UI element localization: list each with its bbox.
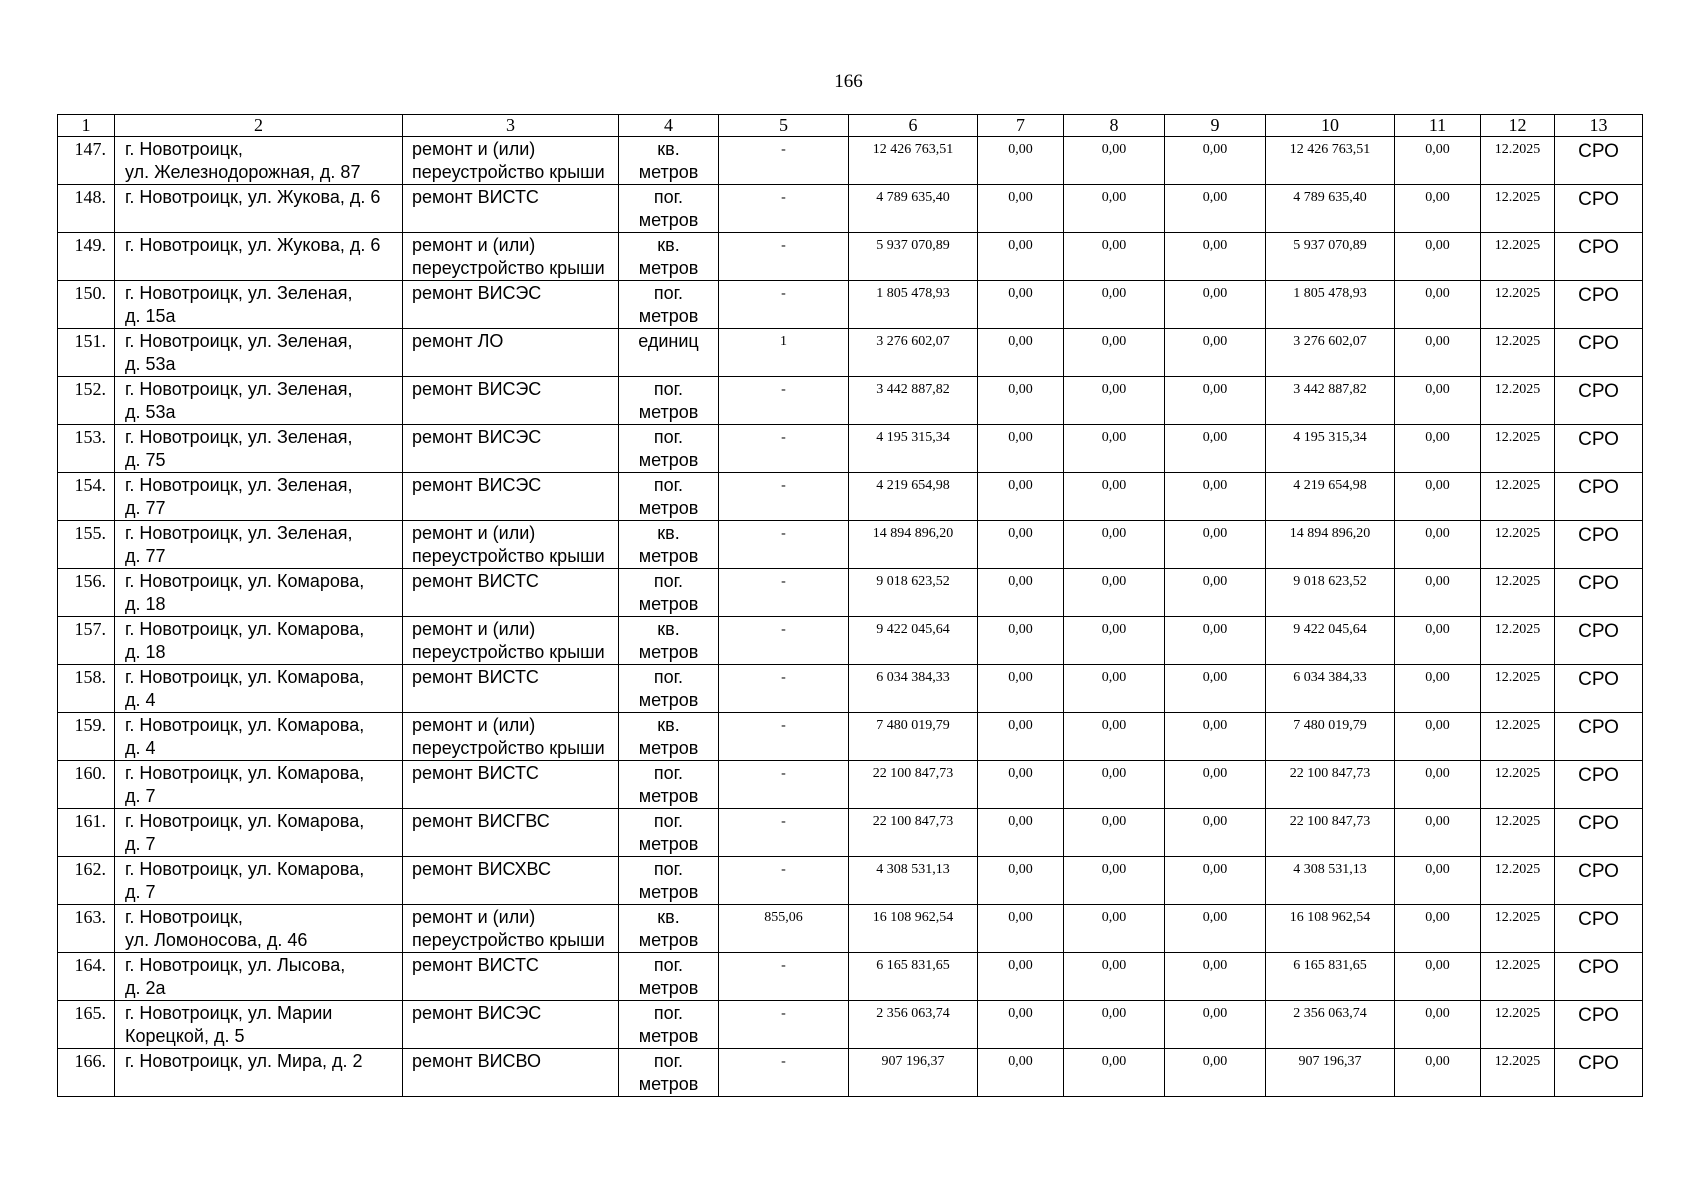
cost-cell: 0,00 [1064,809,1165,857]
cost-cell: 0,00 [1165,1001,1266,1049]
cost-cell: 0,00 [1064,377,1165,425]
row-number: 156. [58,569,115,617]
method-cell: СРО [1555,809,1643,857]
work-type-cell: ремонт и (или) переустройство крыши [403,905,619,953]
row-number: 153. [58,425,115,473]
cost-cell: 0,00 [1165,425,1266,473]
column-number-header [58,115,1643,137]
cost-cell: 0,00 [978,329,1064,377]
cost-cell: 0,00 [978,473,1064,521]
unit-cell: пог. метров [619,1049,719,1097]
address-cell: г. Новотроицк, ул. Зеленая, д. 77 [115,521,403,569]
method-cell: СРО [1555,425,1643,473]
unit-cell: пог. метров [619,665,719,713]
cost-cell: 0,00 [1165,761,1266,809]
address-cell: г. Новотроицк, ул. Комарова, д. 7 [115,857,403,905]
work-type-cell: ремонт и (или) переустройство крыши [403,521,619,569]
method-cell: СРО [1555,713,1643,761]
cost-cell: 0,00 [1165,569,1266,617]
cost-cell: 0,00 [978,569,1064,617]
cost-cell: 0,00 [1165,329,1266,377]
method-cell: СРО [1555,473,1643,521]
address-cell: г. Новотроицк, ул. Зеленая, д. 53а [115,329,403,377]
total-cost-cell: 16 108 962,54 [849,905,978,953]
cost-cell: 6 034 384,33 [1266,665,1395,713]
term-cell: 12.2025 [1481,857,1555,905]
address-cell: г. Новотроицк, ул. Зеленая, д. 15а [115,281,403,329]
table-row [58,809,1643,857]
column-header: 2 [115,115,403,137]
cost-cell: 3 442 887,82 [1266,377,1395,425]
method-cell: СРО [1555,185,1643,233]
term-cell: 12.2025 [1481,665,1555,713]
unit-cell: пог. метров [619,1001,719,1049]
quantity-cell: - [719,713,849,761]
row-number: 166. [58,1049,115,1097]
cost-cell: 0,00 [1064,425,1165,473]
cost-cell: 0,00 [1165,905,1266,953]
cost-cell: 0,00 [1165,713,1266,761]
cost-cell: 7 480 019,79 [1266,713,1395,761]
term-cell: 12.2025 [1481,1001,1555,1049]
table-row [58,1001,1643,1049]
method-cell: СРО [1555,329,1643,377]
cost-cell: 0,00 [978,761,1064,809]
cost-cell: 0,00 [978,521,1064,569]
cost-cell: 0,00 [1395,281,1481,329]
unit-cell: пог. метров [619,185,719,233]
cost-cell: 0,00 [1395,665,1481,713]
cost-cell: 0,00 [1165,953,1266,1001]
address-cell: г. Новотроицк, ул. Мира, д. 2 [115,1049,403,1097]
cost-cell: 0,00 [978,281,1064,329]
cost-cell: 0,00 [1064,1049,1165,1097]
row-number: 165. [58,1001,115,1049]
term-cell: 12.2025 [1481,953,1555,1001]
cost-cell: 22 100 847,73 [1266,809,1395,857]
table-row [58,185,1643,233]
table-row [58,857,1643,905]
row-number: 151. [58,329,115,377]
total-cost-cell: 6 034 384,33 [849,665,978,713]
cost-cell: 0,00 [978,617,1064,665]
method-cell: СРО [1555,281,1643,329]
quantity-cell: - [719,809,849,857]
term-cell: 12.2025 [1481,521,1555,569]
unit-cell: пог. метров [619,425,719,473]
cost-cell: 0,00 [978,857,1064,905]
unit-cell: кв. метров [619,617,719,665]
cost-cell: 0,00 [1395,713,1481,761]
column-header: 13 [1555,115,1643,137]
term-cell: 12.2025 [1481,329,1555,377]
cost-cell: 2 356 063,74 [1266,1001,1395,1049]
term-cell: 12.2025 [1481,617,1555,665]
cost-cell: 0,00 [978,1049,1064,1097]
quantity-cell: - [719,377,849,425]
column-header: 8 [1064,115,1165,137]
cost-cell: 0,00 [978,665,1064,713]
quantity-cell: - [719,1049,849,1097]
table-body [58,137,1643,1097]
method-cell: СРО [1555,233,1643,281]
row-number: 163. [58,905,115,953]
row-number: 147. [58,137,115,185]
cost-cell: 0,00 [978,809,1064,857]
method-cell: СРО [1555,761,1643,809]
cost-cell: 0,00 [1165,137,1266,185]
cost-cell: 0,00 [1395,809,1481,857]
cost-cell: 4 219 654,98 [1266,473,1395,521]
page-number: 166 [834,71,863,92]
cost-cell: 0,00 [1395,329,1481,377]
work-type-cell: ремонт ВИСТС [403,185,619,233]
row-number: 155. [58,521,115,569]
quantity-cell: - [719,1001,849,1049]
cost-cell: 0,00 [978,377,1064,425]
cost-cell: 16 108 962,54 [1266,905,1395,953]
quantity-cell: 855,06 [719,905,849,953]
row-number: 158. [58,665,115,713]
table-row [58,713,1643,761]
cost-cell: 0,00 [1064,233,1165,281]
method-cell: СРО [1555,617,1643,665]
cost-cell: 0,00 [1064,329,1165,377]
term-cell: 12.2025 [1481,233,1555,281]
method-cell: СРО [1555,521,1643,569]
cost-cell: 0,00 [1395,233,1481,281]
cost-cell: 0,00 [1395,521,1481,569]
cost-cell: 4 195 315,34 [1266,425,1395,473]
cost-cell: 0,00 [1165,185,1266,233]
method-cell: СРО [1555,905,1643,953]
address-cell: г. Новотроицк, ул. Ломоносова, д. 46 [115,905,403,953]
column-header: 1 [58,115,115,137]
work-type-cell: ремонт ВИСТС [403,665,619,713]
address-cell: г. Новотроицк, ул. Лысова, д. 2а [115,953,403,1001]
total-cost-cell: 9 422 045,64 [849,617,978,665]
column-header: 9 [1165,115,1266,137]
total-cost-cell: 22 100 847,73 [849,809,978,857]
term-cell: 12.2025 [1481,473,1555,521]
total-cost-cell: 12 426 763,51 [849,137,978,185]
table-row [58,665,1643,713]
unit-cell: пог. метров [619,569,719,617]
term-cell: 12.2025 [1481,281,1555,329]
cost-cell: 0,00 [1395,617,1481,665]
work-type-cell: ремонт ВИСЭС [403,473,619,521]
cost-cell: 0,00 [1165,809,1266,857]
quantity-cell: - [719,569,849,617]
row-number: 152. [58,377,115,425]
work-type-cell: ремонт ВИСЭС [403,377,619,425]
cost-cell: 0,00 [1395,761,1481,809]
method-cell: СРО [1555,377,1643,425]
unit-cell: единиц [619,329,719,377]
cost-cell: 0,00 [1395,425,1481,473]
term-cell: 12.2025 [1481,377,1555,425]
address-cell: г. Новотроицк, ул. Комарова, д. 18 [115,617,403,665]
cost-cell: 0,00 [978,233,1064,281]
cost-cell: 0,00 [1064,185,1165,233]
work-type-cell: ремонт ВИСТС [403,569,619,617]
quantity-cell: - [719,617,849,665]
cost-cell: 6 165 831,65 [1266,953,1395,1001]
cost-cell: 12 426 763,51 [1266,137,1395,185]
term-cell: 12.2025 [1481,185,1555,233]
unit-cell: кв. метров [619,905,719,953]
total-cost-cell: 3 276 602,07 [849,329,978,377]
cost-cell: 0,00 [1064,761,1165,809]
column-header: 7 [978,115,1064,137]
address-cell: г. Новотроицк, ул. Жукова, д. 6 [115,185,403,233]
row-number: 162. [58,857,115,905]
cost-cell: 0,00 [1165,473,1266,521]
quantity-cell: 1 [719,329,849,377]
column-header: 4 [619,115,719,137]
quantity-cell: - [719,521,849,569]
column-header: 12 [1481,115,1555,137]
cost-cell: 0,00 [978,137,1064,185]
cost-cell: 0,00 [1064,137,1165,185]
table-row [58,233,1643,281]
row-number: 159. [58,713,115,761]
address-cell: г. Новотроицк, ул. Марии Корецкой, д. 5 [115,1001,403,1049]
address-cell: г. Новотроицк, ул. Комарова, д. 4 [115,713,403,761]
work-type-cell: ремонт и (или) переустройство крыши [403,617,619,665]
method-cell: СРО [1555,857,1643,905]
work-type-cell: ремонт и (или) переустройство крыши [403,713,619,761]
cost-cell: 22 100 847,73 [1266,761,1395,809]
work-type-cell: ремонт ВИСХВС [403,857,619,905]
table-row [58,281,1643,329]
row-number: 149. [58,233,115,281]
method-cell: СРО [1555,137,1643,185]
total-cost-cell: 14 894 896,20 [849,521,978,569]
cost-cell: 0,00 [1064,473,1165,521]
address-cell: г. Новотроицк, ул. Комарова, д. 7 [115,761,403,809]
method-cell: СРО [1555,569,1643,617]
row-number: 160. [58,761,115,809]
unit-cell: пог. метров [619,377,719,425]
term-cell: 12.2025 [1481,137,1555,185]
table-row [58,377,1643,425]
cost-cell: 0,00 [1395,137,1481,185]
table-row [58,425,1643,473]
cost-cell: 0,00 [1395,857,1481,905]
method-cell: СРО [1555,953,1643,1001]
unit-cell: пог. метров [619,857,719,905]
cost-cell: 5 937 070,89 [1266,233,1395,281]
cost-cell: 0,00 [1395,1001,1481,1049]
cost-cell: 0,00 [1395,473,1481,521]
unit-cell: пог. метров [619,281,719,329]
cost-cell: 0,00 [1064,281,1165,329]
cost-cell: 0,00 [978,185,1064,233]
row-number: 150. [58,281,115,329]
unit-cell: пог. метров [619,761,719,809]
cost-cell: 4 789 635,40 [1266,185,1395,233]
cost-cell: 0,00 [978,953,1064,1001]
total-cost-cell: 22 100 847,73 [849,761,978,809]
cost-cell: 0,00 [1064,521,1165,569]
table-row [58,953,1643,1001]
quantity-cell: - [719,281,849,329]
cost-cell: 0,00 [978,425,1064,473]
total-cost-cell: 9 018 623,52 [849,569,978,617]
column-header: 11 [1395,115,1481,137]
cost-cell: 0,00 [1165,281,1266,329]
cost-cell: 0,00 [1165,233,1266,281]
cost-cell: 0,00 [1395,905,1481,953]
table-row [58,137,1643,185]
address-cell: г. Новотроицк, ул. Железнодорожная, д. 87 [115,137,403,185]
quantity-cell: - [719,953,849,1001]
work-type-cell: ремонт ВИСТС [403,761,619,809]
term-cell: 12.2025 [1481,809,1555,857]
cost-cell: 0,00 [1165,617,1266,665]
cost-cell: 0,00 [1395,185,1481,233]
cost-cell: 0,00 [1064,569,1165,617]
quantity-cell: - [719,665,849,713]
unit-cell: пог. метров [619,473,719,521]
total-cost-cell: 2 356 063,74 [849,1001,978,1049]
row-number: 148. [58,185,115,233]
work-type-cell: ремонт ВИСВО [403,1049,619,1097]
table-row [58,329,1643,377]
term-cell: 12.2025 [1481,761,1555,809]
address-cell: г. Новотроицк, ул. Зеленая, д. 53а [115,377,403,425]
total-cost-cell: 3 442 887,82 [849,377,978,425]
table-row [58,473,1643,521]
table-row [58,1049,1643,1097]
total-cost-cell: 4 219 654,98 [849,473,978,521]
cost-cell: 0,00 [1395,569,1481,617]
table-row [58,761,1643,809]
address-cell: г. Новотроицк, ул. Зеленая, д. 75 [115,425,403,473]
cost-cell: 0,00 [1165,521,1266,569]
total-cost-cell: 4 308 531,13 [849,857,978,905]
cost-cell: 0,00 [1064,665,1165,713]
work-type-cell: ремонт ВИСЭС [403,1001,619,1049]
address-cell: г. Новотроицк, ул. Комарова, д. 18 [115,569,403,617]
term-cell: 12.2025 [1481,713,1555,761]
table-row [58,905,1643,953]
column-header: 5 [719,115,849,137]
row-number: 164. [58,953,115,1001]
cost-cell: 0,00 [978,905,1064,953]
column-header: 3 [403,115,619,137]
row-number: 154. [58,473,115,521]
work-type-cell: ремонт ВИСЭС [403,425,619,473]
cost-cell: 0,00 [1165,857,1266,905]
method-cell: СРО [1555,1049,1643,1097]
quantity-cell: - [719,233,849,281]
total-cost-cell: 5 937 070,89 [849,233,978,281]
row-number: 157. [58,617,115,665]
cost-cell: 0,00 [1064,1001,1165,1049]
table-row [58,617,1643,665]
quantity-cell: - [719,137,849,185]
address-cell: г. Новотроицк, ул. Комарова, д. 4 [115,665,403,713]
cost-cell: 4 308 531,13 [1266,857,1395,905]
cost-cell: 0,00 [1395,953,1481,1001]
unit-cell: кв. метров [619,137,719,185]
cost-cell: 0,00 [978,713,1064,761]
work-type-cell: ремонт ВИСГВС [403,809,619,857]
total-cost-cell: 1 805 478,93 [849,281,978,329]
cost-cell: 9 018 623,52 [1266,569,1395,617]
unit-cell: пог. метров [619,809,719,857]
capital-repair-table [57,114,1643,1097]
cost-cell: 0,00 [1165,665,1266,713]
quantity-cell: - [719,761,849,809]
cost-cell: 0,00 [1165,1049,1266,1097]
quantity-cell: - [719,857,849,905]
cost-cell: 0,00 [1064,905,1165,953]
total-cost-cell: 4 789 635,40 [849,185,978,233]
method-cell: СРО [1555,665,1643,713]
cost-cell: 3 276 602,07 [1266,329,1395,377]
unit-cell: пог. метров [619,953,719,1001]
table-row [58,569,1643,617]
cost-cell: 14 894 896,20 [1266,521,1395,569]
address-cell: г. Новотроицк, ул. Зеленая, д. 77 [115,473,403,521]
cost-cell: 0,00 [1064,713,1165,761]
column-header: 6 [849,115,978,137]
total-cost-cell: 6 165 831,65 [849,953,978,1001]
total-cost-cell: 907 196,37 [849,1049,978,1097]
total-cost-cell: 4 195 315,34 [849,425,978,473]
quantity-cell: - [719,425,849,473]
address-cell: г. Новотроицк, ул. Комарова, д. 7 [115,809,403,857]
term-cell: 12.2025 [1481,905,1555,953]
work-type-cell: ремонт ВИСТС [403,953,619,1001]
cost-cell: 907 196,37 [1266,1049,1395,1097]
row-number: 161. [58,809,115,857]
work-type-cell: ремонт и (или) переустройство крыши [403,233,619,281]
cost-cell: 0,00 [1064,857,1165,905]
work-type-cell: ремонт ВИСЭС [403,281,619,329]
quantity-cell: - [719,185,849,233]
cost-cell: 0,00 [978,1001,1064,1049]
cost-cell: 1 805 478,93 [1266,281,1395,329]
unit-cell: кв. метров [619,713,719,761]
address-cell: г. Новотроицк, ул. Жукова, д. 6 [115,233,403,281]
term-cell: 12.2025 [1481,569,1555,617]
cost-cell: 0,00 [1165,377,1266,425]
term-cell: 12.2025 [1481,425,1555,473]
table-row [58,521,1643,569]
method-cell: СРО [1555,1001,1643,1049]
quantity-cell: - [719,473,849,521]
cost-cell: 0,00 [1395,377,1481,425]
cost-cell: 0,00 [1064,617,1165,665]
total-cost-cell: 7 480 019,79 [849,713,978,761]
cost-cell: 9 422 045,64 [1266,617,1395,665]
term-cell: 12.2025 [1481,1049,1555,1097]
work-type-cell: ремонт ЛО [403,329,619,377]
cost-cell: 0,00 [1395,1049,1481,1097]
column-header: 10 [1266,115,1395,137]
unit-cell: кв. метров [619,521,719,569]
work-type-cell: ремонт и (или) переустройство крыши [403,137,619,185]
cost-cell: 0,00 [1064,953,1165,1001]
unit-cell: кв. метров [619,233,719,281]
